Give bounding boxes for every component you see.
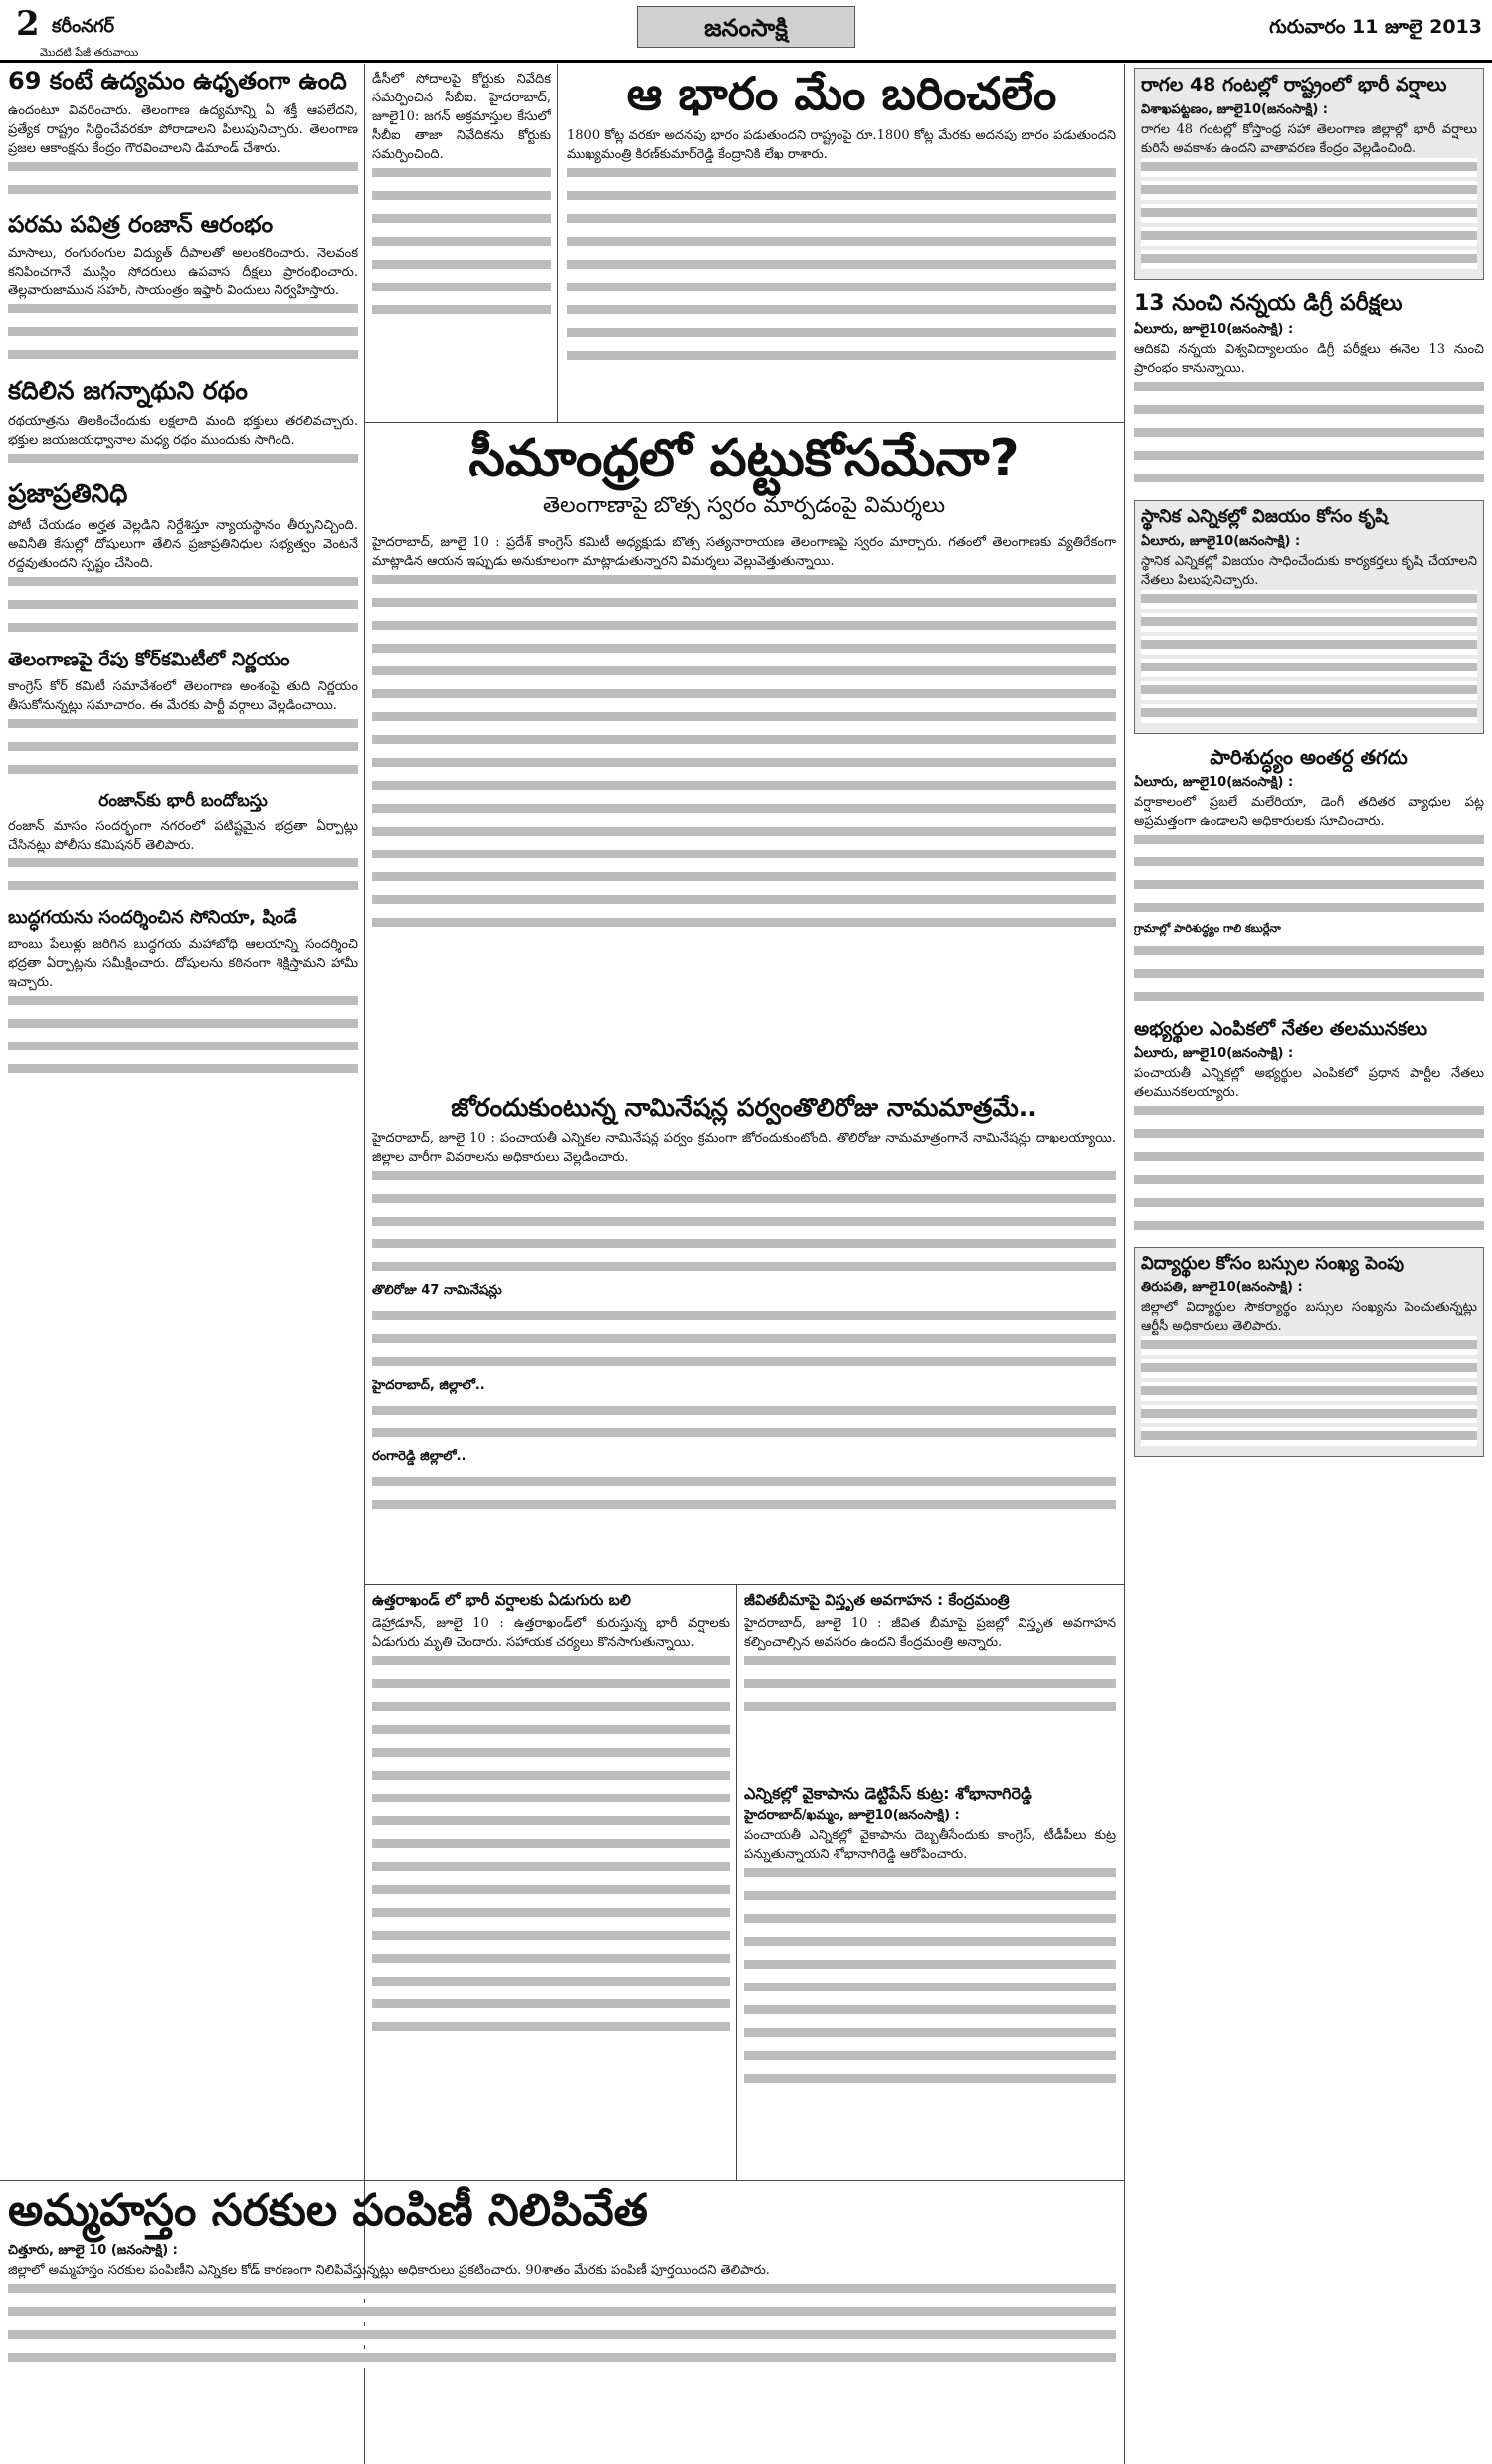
article-text: వర్షాకాలంలో ప్రబలే మలేరియా, డెంగీ తదితర వ్యాధుల పట్ల అప్రమత్తంగా ఉండాలని అధికారులకు సూచించారు. [1134,794,1484,829]
text-lines [1134,831,1484,850]
text-lines [1134,853,1484,872]
page-number: 2 [16,4,40,44]
text-lines [8,1060,358,1079]
text-lines [372,210,551,229]
masthead-tag: మొదటి పేజీ తరువాయి [40,46,139,58]
text-lines [372,301,551,320]
text-lines [372,846,1116,864]
text-lines [1141,704,1477,723]
text-lines [8,877,358,896]
headline: అభ్యర్థుల ఎంపికలో నేతల తలమునకలు [1134,1017,1428,1040]
subheading: తొలిరోజు 47 నామినేషన్లు [372,1282,502,1298]
text-lines [744,1652,1116,1671]
dateline: ఏలూరు, జూలై10(జనంసాక్షి) : [1134,1045,1294,1061]
article-ranjan [8,212,358,365]
article-text: హైదరాబాద్, జూలై 10 : జీవిత బీమాపై ప్రజల్లో విస్తృత అవగాహన కల్పించాల్సిన అవసరం ఉందని కేంద్రమంత్రి అన్నారు. [744,1616,1116,1651]
text-lines [8,1038,358,1056]
text-lines [372,594,1116,613]
text-lines [1141,1336,1477,1355]
article-udyamam [8,68,358,200]
text-lines [744,1910,1116,1929]
article-text: డీసీలో సోదాలపై కోర్టుకు నివేదిక సమర్పించిన సీబీఐ. హైదరాబాద్, జూలై10: జగన్ అక్రమాస్తుల కేసులో సీబీఐ తాజా నివేదికను కోర్టుకు సమర్పించింది. [372,72,551,162]
text-lines [1134,1125,1484,1144]
text-lines [372,891,1116,910]
text-lines [1134,965,1484,984]
article-bharam [567,68,1116,418]
article-paarishuddhyam [1134,746,1484,1007]
lead-headline: సీమాంధ్రలో పట్టుకోసమేనా? [468,430,1020,488]
text-lines [8,450,358,469]
text-lines [372,1307,1116,1326]
text-lines [372,1330,1116,1349]
text-lines [8,1015,358,1034]
headline: పారిశుద్ధ్యం అంతర్ద తగదు [1210,744,1408,769]
text-lines [1134,447,1484,466]
text-lines [567,256,1116,275]
text-lines [1141,1427,1477,1446]
headline: విద్యార్థుల కోసం బస్సుల సంఖ్య పెంపు [1141,1252,1405,1274]
article-jagannatha [8,377,358,469]
text-lines [567,210,1116,229]
article-text: హైదరాబాద్, జూలై 10 : ప్రదేశ్ కాంగ్రెస్ కమిటీ అధ్యక్షుడు బొత్స సత్యనారాయణ తెలంగాణపై స్వరం మార్చారు. గతంలో తెలంగాణకు వ్యతిరేకంగా మాట్లాడిన ఆయన ఇప్పుడు అనుకూలంగా మాట్లాడుతున్నారని విమర్శలు వెల్లువెత్తుతున్నాయి. [372,534,1116,569]
article-text: రంజాన్ మాసం సందర్భంగా నగరంలో పటిష్టమైన భద్రతా ఏర్పాట్లు చేసినట్లు పోలీసు కమిషనర్ తెలిపారు. [8,819,358,853]
article-text: బాంబు పేలుళ్లు జరిగిన బుద్ధగయ మహాబోధి ఆలయాన్ని సందర్శించి భద్రతా ఏర్పాట్లను సమీక్షించారు. దోషులను కఠినంగా శిక్షిస్తామని హామీ ఇచ్చారు. [8,936,358,990]
text-lines [372,1402,1116,1421]
right-column [1134,68,1484,2457]
text-lines [372,1167,1116,1186]
text-lines [372,640,1116,659]
text-lines [1134,424,1484,443]
masthead [0,0,1492,58]
text-lines [744,2047,1116,2066]
text-lines [1141,181,1477,200]
headline: 13 నుంచి నన్నయ డిగ్రీ పరీక్షలు [1134,290,1403,316]
column-divider [557,64,558,422]
headline: ప్రజాప్రతినిధి [8,478,128,509]
text-lines [8,715,358,734]
text-lines [372,685,1116,704]
headline: అమ్మహస్తం సరకుల పంపిణీ నిలిపివేత [8,2186,648,2236]
dateline: ఏలూరు, జూలై10(జనంసాక్షి) : [1134,322,1294,338]
article-sthanika [1134,500,1484,734]
text-lines [8,158,358,177]
text-lines [8,2349,1116,2368]
text-lines [8,573,358,592]
text-lines [372,1927,730,1946]
article-text: హైదరాబాద్, జూలై 10 : పంచాయతీ ఎన్నికల నామినేషన్ల పర్వం క్రమంగా జోరందుకుంటోంది. తొలిరోజు నామమాత్రంగానే నామినేషన్లు దాఖలయ్యాయి. జిల్లాల వారీగా వివరాలను అధికారులు వెల్లడించారు. [372,1130,1116,1165]
subheading: గ్రామాల్లో పారిశుద్ధ్యం గాలి కబుర్లేనా [1134,921,1281,935]
text-lines [1134,1148,1484,1167]
headline: 69 కంటే ఉద్యమం ఉధృతంగా ఉంది [8,68,347,95]
article-text: రథయాత్రను తిలకించేందుకు లక్షలాది మంది భక్తులు తరలివచ్చారు. భక్తుల జయజయధ్వానాల మధ్య రథం ముందుకు సాగింది. [8,413,358,448]
text-lines [8,619,358,638]
text-lines [1141,227,1477,246]
text-lines [744,2070,1116,2089]
text-lines [567,164,1116,183]
headline: ఆ భారం మేం బరించలేం [626,68,1057,120]
text-lines [8,992,358,1011]
text-lines [744,2001,1116,2020]
article-text: రాగల 48 గంటల్లో కోస్తాంధ్ర సహా తెలంగాణ జిల్లాల్లో భారీ వర్షాలు కురిసే అవకాశం ఉందని వాతావరణ కేంద్రం వెల్లడించింది. [1141,121,1477,156]
text-lines [567,324,1116,343]
text-lines [1141,250,1477,269]
text-lines [372,1473,1116,1492]
text-lines [372,617,1116,636]
text-lines [372,731,1116,750]
dateline: చిత్తూరు, జూలై 10 (జనంసాక్షి) : [8,2242,178,2258]
text-lines [372,823,1116,842]
headline: స్థానిక ఎన్నికల్లో విజయం కోసం కృషి [1141,506,1388,528]
text-lines [372,2018,730,2037]
text-lines [372,1858,730,1877]
newspaper-logo-text: జనంసాక్షి [704,14,788,42]
text-lines [1134,1171,1484,1190]
article-uttarakhand [372,1592,730,2177]
text-lines [372,1424,1116,1443]
text-lines [372,1995,730,2014]
column-divider [364,64,365,2464]
text-lines [372,1767,730,1786]
headline: రాగల 48 గంటల్లో రాష్ట్రంలో భారీ వర్షాలు [1141,74,1447,95]
dateline: ఏలూరు, జూలై10(జనంసాక్షి) : [1141,533,1301,549]
headline: జోరందుకుంటున్న నామినేషన్ల పర్వంతొలిరోజు నామమాత్రమే.. [451,1094,1037,1122]
article-bandobast [8,792,358,897]
headline: బుద్ధగయను సందర్శించిన సోనియా, షిండే [8,907,297,929]
headline: ఎన్నికల్లో వైకాపాను డెట్టిపేస్ కుట్ర: శోభానాగిరెడ్డి [744,1785,1032,1802]
headline: తెలంగాణపై రేపు కోర్‌కమిటీలో నిర్ణయం [8,648,290,670]
text-lines [567,301,1116,320]
text-lines [372,1235,1116,1254]
text-lines [744,1698,1116,1717]
text-lines [1134,1194,1484,1213]
text-lines [1141,1382,1477,1401]
article-buses [1134,1247,1484,1458]
text-lines [1134,988,1484,1007]
text-lines [372,1675,730,1694]
text-lines [1141,681,1477,700]
article-buddhagaya [8,908,358,1079]
text-lines [372,1881,730,1900]
text-lines [372,1812,730,1831]
text-lines [1134,942,1484,961]
article-text: జిల్లాలో విద్యార్థుల సౌకర్యార్థం బస్సుల సంఖ్యను పెంచుతున్నట్లు ఆర్టీసీ అధికారులు తెలిపారు. [1141,1300,1477,1335]
text-lines [744,1675,1116,1694]
section-divider [0,2180,1124,2181]
text-lines [372,914,1116,933]
headline: పరమ పవిత్ర రంజాన్ ఆరంభం [8,211,274,238]
dateline: తిరుపతి, జూలై10(జనంసాక్షి) : [1141,1280,1303,1296]
text-lines [372,1721,730,1740]
left-column [8,68,358,2177]
text-lines [567,187,1116,206]
article-text: జిల్లాలో అమ్మహస్తం సరకుల పంపిణీని ఎన్నికల కోడ్ కారణంగా నిలిపివేస్తున్నట్లు అధికారులు ప్రకటించారు. 90శాతం మేరకు పంపిణీ పూర్తయిందని తెలిపారు. [8,2262,770,2278]
text-lines [372,233,551,252]
text-lines [372,187,551,206]
text-lines [1134,401,1484,420]
dateline: విశాఖపట్టణం, జూలై10(జనంసాక్షి) : [1141,101,1329,117]
text-lines [372,1213,1116,1232]
issue-date: గురువారం 11 జూలై 2013 [1269,16,1482,38]
text-lines [567,279,1116,297]
text-lines [1141,204,1477,223]
text-lines [1134,378,1484,397]
text-lines [372,1744,730,1763]
article-text: కాంగ్రెస్ కోర్ కమిటీ సమావేశంలో తెలంగాణ అంశంపై తుది నిర్ణయం తీసుకోనున్నట్లు సమాచారం. ఈ మేరకు పార్టీ వర్గాలు వెల్లడించాయి. [8,678,358,713]
text-lines [744,1956,1116,1975]
article-jeevitabeema [744,1592,1116,1781]
text-lines [1141,659,1477,677]
headline: ఉత్తరాఖండ్ లో భారీ వర్షాలకు ఏడుగురు బలి [372,1592,631,1609]
text-lines [372,868,1116,887]
text-lines [372,1698,730,1717]
text-lines [8,181,358,200]
article-text: పంచాయతీ ఎన్నికల్లో అభ్యర్థుల ఎంపికలో ప్రధాన పార్టీల నేతలు తలమునకలయ్యారు. [1134,1065,1484,1100]
text-lines [567,347,1116,366]
article-text: 1800 కోట్ల వరకూ అదనపు భారం పడుతుందని రాష్ట్రంపై రూ.1800 కోట్ల మేరకు అదనపు భారం పడుతుందని ముఖ్యమంత్రి కిరణ్‌కుమార్‌రెడ్డి కేంద్రానికి లేఖ రాశారు. [567,127,1116,162]
text-lines [8,761,358,780]
text-lines [8,854,358,873]
article-seemandhra [372,430,1116,1086]
edition-name: కరీంనగర్ [52,16,114,37]
text-lines [744,1864,1116,1883]
article-rains [1134,68,1484,280]
text-lines [372,1904,730,1923]
article-nominations [372,1094,1116,1580]
text-lines [8,323,358,342]
section-divider [364,422,1124,423]
subheading: హైదరాబాద్, జిల్లాలో.. [372,1377,485,1393]
text-lines [744,2024,1116,2043]
text-lines [372,800,1116,819]
text-lines [1141,158,1477,177]
text-lines [1141,636,1477,655]
text-lines [1134,470,1484,488]
text-lines [372,1190,1116,1209]
text-lines [1134,1102,1484,1121]
article-text: ఉందంటూ వివరించారు. తెలంగాణ ఉద్యమాన్ని ఏ శక్తీ ఆపలేదని, ప్రత్యేక రాష్ట్రం సిద్ధించేవరకూ పోరాడాలని పిలుపునిచ్చారు. తెలంగాణ ప్రజల ఆకాంక్షను కేంద్రం గౌరవించాలని డిమాండ్ చేశారు. [8,102,358,156]
masthead-rule [0,60,1492,63]
text-lines [372,777,1116,796]
article-center-intro [372,70,551,418]
article-vaikapalu [744,1785,1116,2177]
text-lines [8,2326,1116,2345]
masthead-logo [637,6,855,48]
article-text: డెహ్రాడూన్, జూలై 10 : ఉత్తరాఖండ్‌లో కురుస్తున్న భారీ వర్షాలకు ఏడుగురు మృతి చెందారు. సహాయక చర్యలు కొనసాగుతున్నాయి. [372,1616,730,1651]
text-lines [372,1496,1116,1515]
text-lines [372,1835,730,1854]
article-prajaprathinidhi [8,480,358,638]
text-lines [372,164,551,183]
headline: కదిలిన జగన్నాథుని రథం [8,376,248,406]
text-lines [372,1790,730,1808]
text-lines [372,1652,730,1671]
text-lines [372,708,1116,727]
article-text: స్థానిక ఎన్నికల్లో విజయం సాధించేందుకు కార్యకర్తలు కృషి చేయాలని నేతలు పిలుపునిచ్చారు. [1141,553,1477,588]
article-text: పోటీ చేయడం అర్హత వెల్లడిని నిర్దేశిస్తూ న్యాయస్థానం తీర్పునిచ్చింది. అవినీతి కేసుల్లో దోషులుగా తేలిన ప్రజాప్రతినిధుల సభ్యత్వం వెంటనే రద్దవుతుందని స్పష్టం చేసింది. [8,517,358,571]
article-abhyarthula [1134,1019,1484,1235]
text-lines [1134,1217,1484,1235]
text-lines [744,1933,1116,1952]
text-lines [372,754,1116,773]
article-corecommittee [8,650,358,780]
text-lines [1141,590,1477,609]
text-lines [8,300,358,319]
headline: రంజాన్‌కు భారీ బందోబస్తు [98,790,268,811]
dateline: హైదరాబాద్/ఖమ్మం, జూలై10(జనంసాక్షి) : [744,1808,960,1824]
text-lines [1134,876,1484,895]
text-lines [744,1979,1116,1997]
text-lines [1141,1359,1477,1378]
dateline: ఏలూరు, జూలై10(జనంసాక్షి) : [1134,774,1294,790]
text-lines [372,256,551,275]
text-lines [372,1258,1116,1277]
text-lines [372,1353,1116,1372]
text-lines [744,1887,1116,1906]
text-lines [372,1950,730,1969]
article-degree [1134,291,1484,488]
article-text: పంచాయతీ ఎన్నికల్లో వైకాపాను దెబ్బతీసేందుకు కాంగ్రెస్, టీడీపీలు కుట్ర పన్నుతున్నాయని శోభానాగిరెడ్డి ఆరోపించారు. [744,1828,1116,1863]
article-text: ఆదికవి నన్నయ విశ్వవిద్యాలయం డిగ్రీ పరీక్షలు ఈనెల 13 నుంచి ప్రారంభం కానున్నాయి. [1134,342,1484,377]
text-lines [8,596,358,615]
column-divider [736,1584,737,2180]
headline: జీవితబీమాపై విస్తృత అవగాహన : కేంద్రమంత్రి [744,1592,1010,1609]
lead-subhead: తెలంగాణాపై బొత్స స్వరం మార్పడంపై విమర్శలు [542,492,946,518]
text-lines [8,2280,1116,2299]
text-lines [1134,899,1484,918]
column-divider [1124,64,1125,2464]
text-lines [1141,613,1477,632]
text-lines [1141,1405,1477,1423]
text-lines [8,738,358,757]
article-text: మాసాలు, రంగురంగుల విద్యుత్ దీపాలతో అలంకరించారు. నెలవంక కనిపించగానే ముస్లిం సోదరులు ఉపవాస దీక్షలు ప్రారంభించారు. తెల్లవారుజామున సహర్, సాయంత్రం ఇఫ్తార్ విందులు నిర్వహిస్తారు. [8,246,358,299]
text-lines [372,663,1116,681]
text-lines [372,279,551,297]
subheading: రంగారెడ్డి జిల్లాలో.. [372,1448,466,1464]
section-divider [364,1584,1124,1585]
text-lines [8,2303,1116,2322]
text-lines [567,233,1116,252]
article-ammahastham [8,2186,1116,2457]
text-lines [372,1973,730,1991]
text-lines [8,346,358,365]
text-lines [372,571,1116,590]
